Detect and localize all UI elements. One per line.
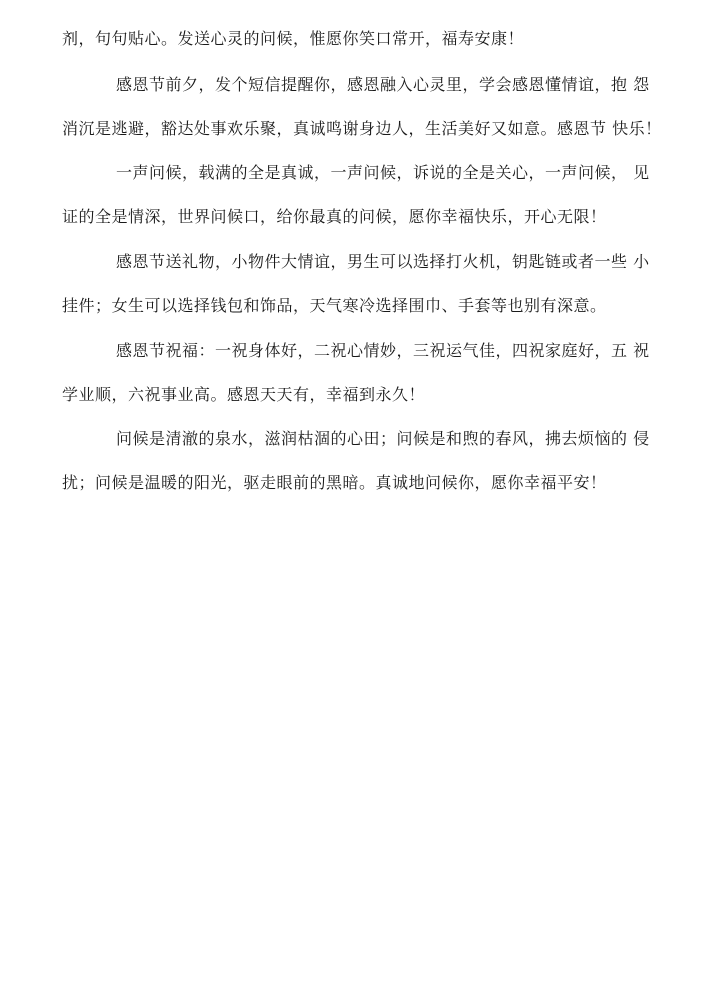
text-line: 学业顺，六祝事业高。感恩天天有，幸福到永久！ xyxy=(62,385,426,404)
text-line: 问候是清澈的泉水，滋润枯涸的心田；问候是和煦的春风，拂去烦恼的 侵 xyxy=(116,429,650,448)
text-line: 剂，句句贴心。发送心灵的问候，惟愿你笑口常开，福寿安康！ xyxy=(62,29,525,48)
text-line: 证的全是情深，世界问候口，给你最真的问候，愿你幸福快乐，开心无限！ xyxy=(62,207,607,226)
text-line: 感恩节前夕，发个短信提醒你，感恩融入心灵里，学会感恩懂情谊，抱 怨 xyxy=(116,75,650,94)
text-line: 感恩节祝福：一祝身体好，二祝心情妙，三祝运气佳，四祝家庭好，五 祝 xyxy=(116,341,650,360)
text-line: 消沉是逃避，豁达处事欢乐聚，真诚鸣谢身边人，生活美好又如意。感恩节 快乐！ xyxy=(62,119,662,138)
text-line: 感恩节送礼物，小物件大情谊，男生可以选择打火机，钥匙链或者一些 小 xyxy=(116,252,650,271)
text-line: 扰；问候是温暖的阳光，驱走眼前的黑暗。真诚地问候你，愿你幸福平安！ xyxy=(62,473,607,492)
text-line: 挂件；女生可以选择钱包和饰品，天气寒冷选择围巾、手套等也别有深意。 xyxy=(62,296,607,315)
text-line: 一声问候，载满的全是真诚，一声问候，诉说的全是关心，一声问候， 见 xyxy=(116,163,650,182)
